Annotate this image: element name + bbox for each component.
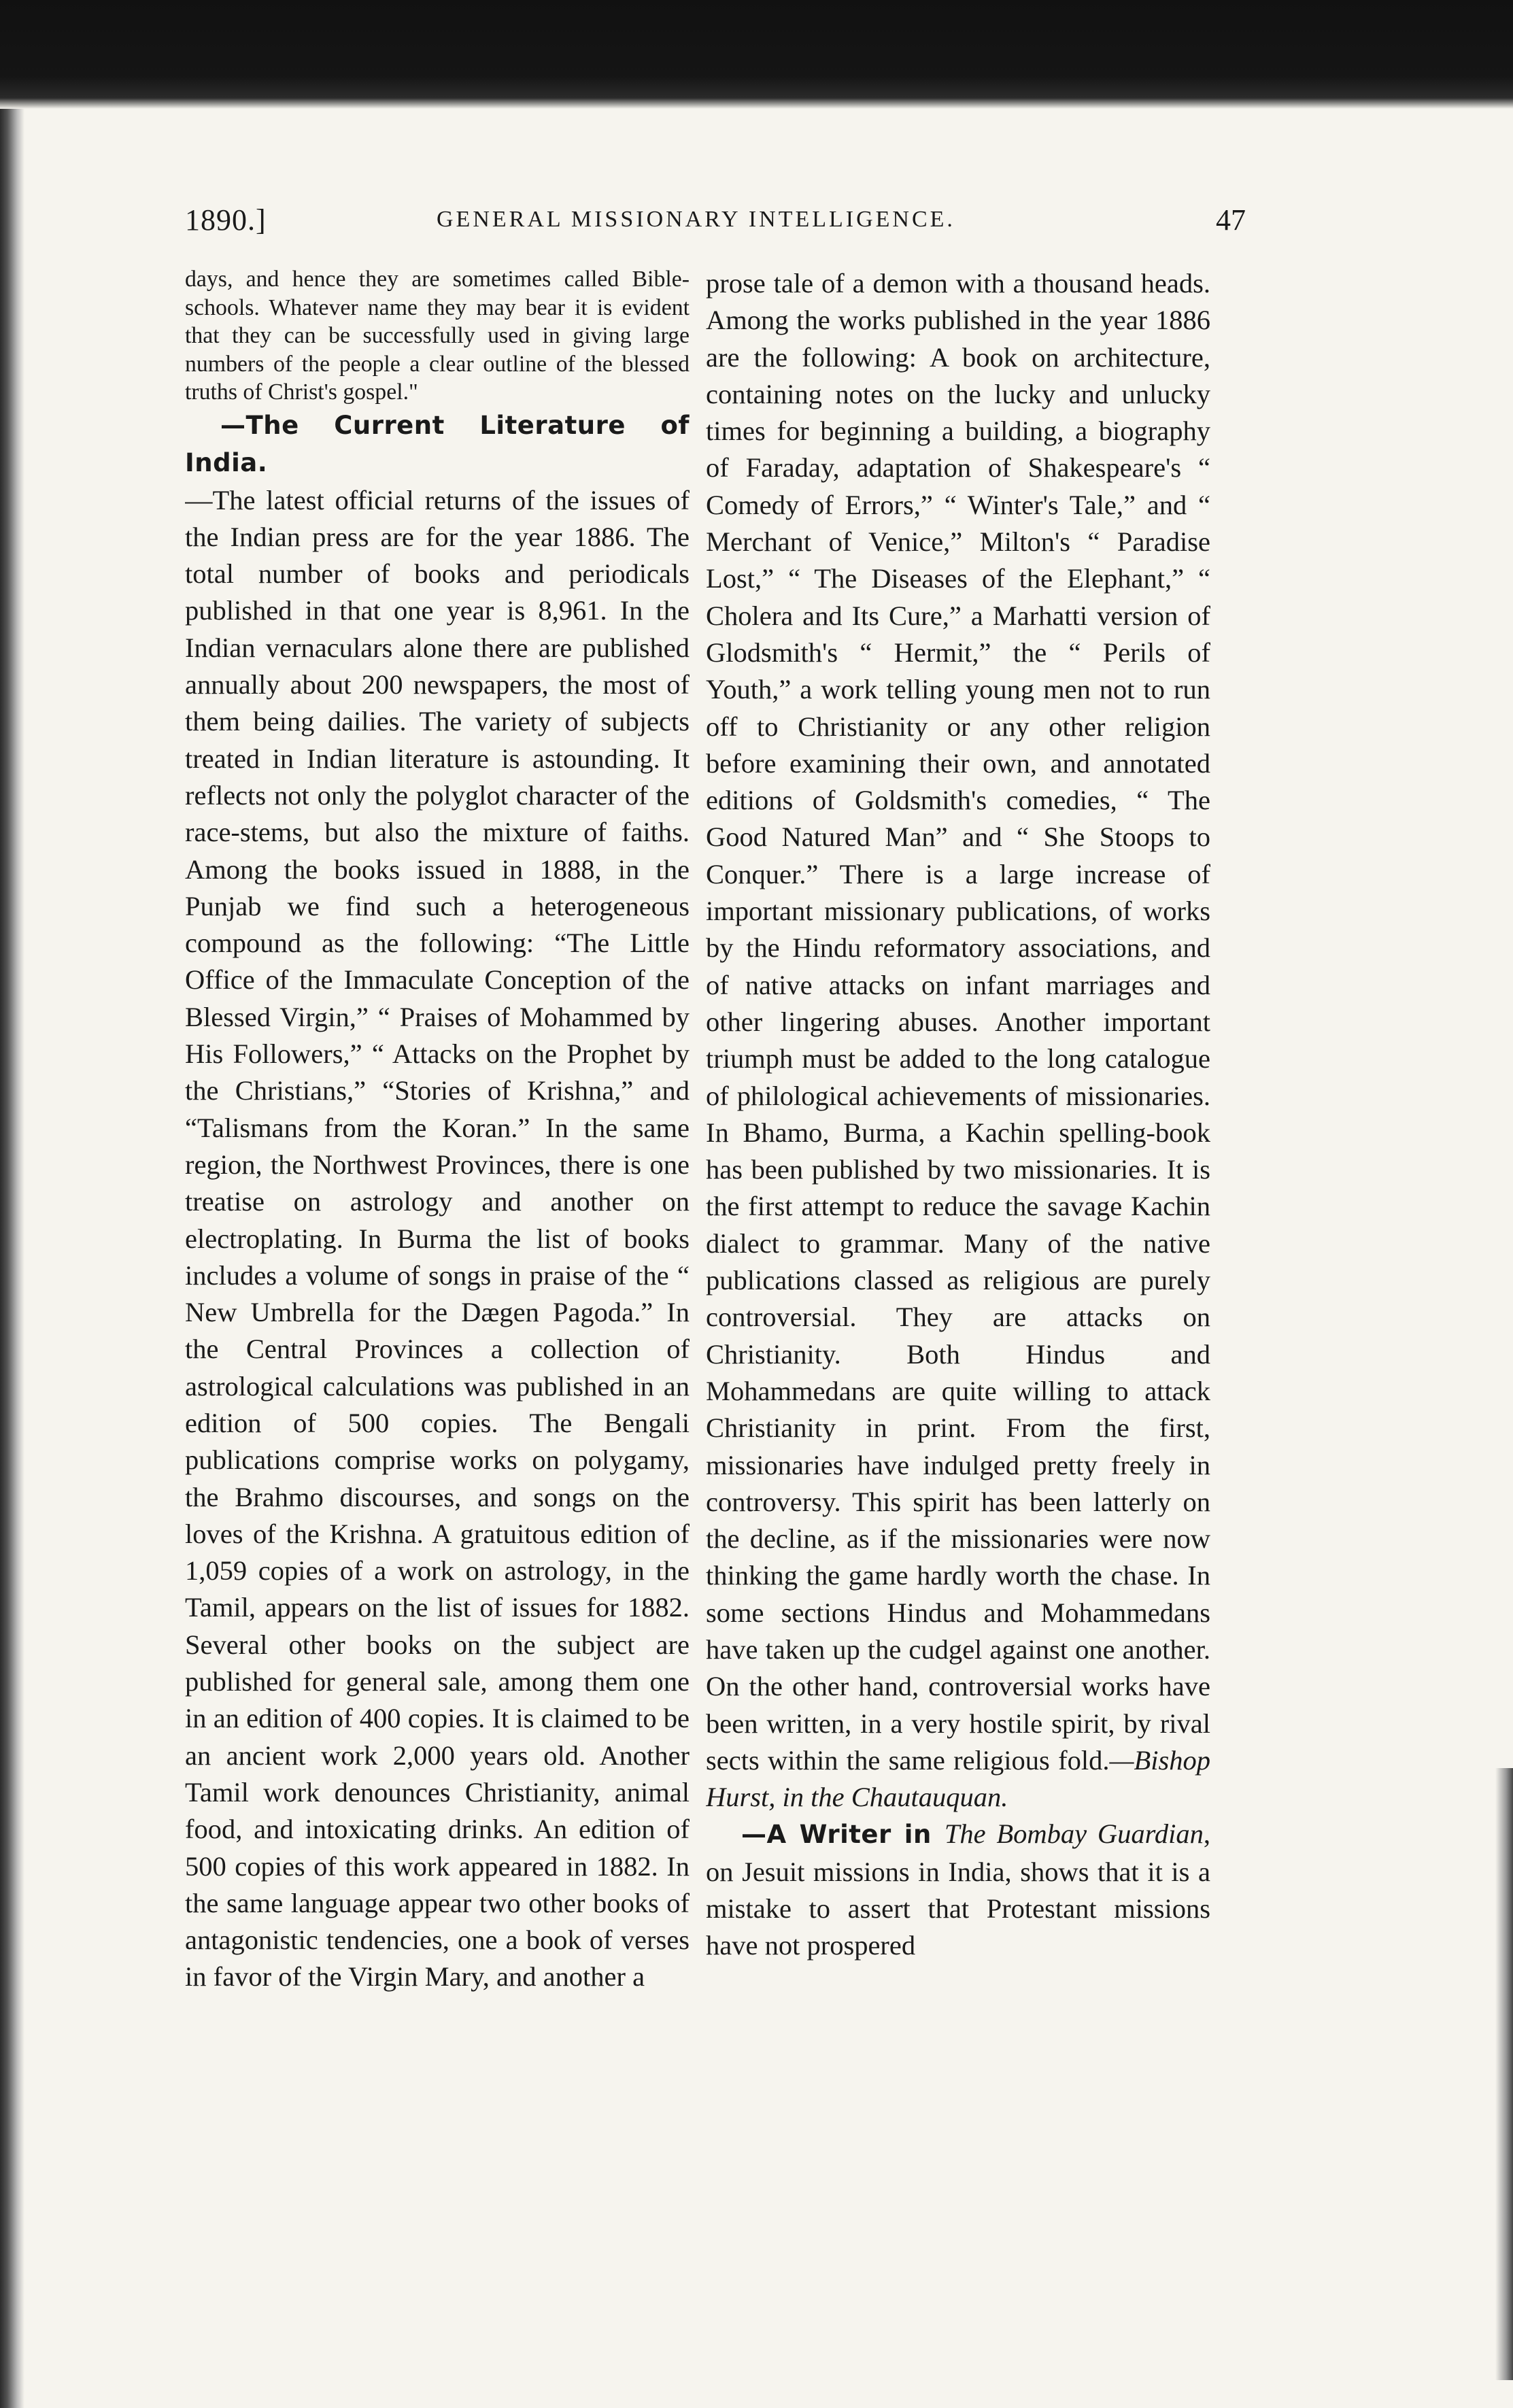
left-column (185, 265, 690, 2380)
running-head (185, 197, 1246, 245)
article-heading: —The Current Literature of India. (185, 410, 690, 478)
continued-paragraph: days, and hence they are sometimes called Bible-schools. Whatever name they may bear it is evident that they can be successfully used in giving large numbers of the people a clear outline of the blessed truths of Christ's gospel." (185, 267, 690, 405)
right-column (706, 265, 1210, 2380)
next-article-publication: The Bombay Guardian (944, 1818, 1204, 1850)
attribution: —Bishop Hurst, in the Chautauquan. (706, 1744, 1210, 1813)
scan-border-right (1495, 1768, 1513, 2380)
page-number: 47 (1216, 203, 1246, 237)
article-body-left: —The latest official returns of the issues of the Indian press are for the year 1886. The total number of books and periodicals published in that one year is 8,961. In the Indian vernaculars alone there are published annually about 200 newspapers, the most of them being dailies. The variety of subjects treated in Indian literature is astounding. It reflects not only the polyglot character of the race-stems, but also the mixture of faiths. Among the books issued in 1888, in the Punjab we find such a heterogeneous compound as the following: “The Little Office of the Immaculate Conception of the Blessed Virgin,” “ Praises of Mohammed by His Followers,” “ Attacks on the Prophet by the Christians,” “Stories of Krishna,” and “Talismans from the Koran.” In the same region, the Northwest Provinces, there is one treatise on astrology and another on electroplating. In Burma the list of books includes a volume of songs in praise of the “ New Umbrella for the Dægen Pagoda.” In the Central Provinces a collection of astrological calculations was published in an edition of 500 copies. The Bengali publications comprise works on polygamy, the Brahmo discourses, and songs on the loves of the Krishna. A gratuitous edition of 1,059 copies of a work on astrology, in the Tamil, appears on the list of issues for 1882. Several other books on the subject are published for general sale, among them one in an edition of 400 copies. It is claimed to be an ancient work 2,000 years old. Another Tamil work denounces Christianity, animal food, and intoxicating drinks. An edition of 500 copies of this work appeared in 1882. In the same language appear two other books of antagonistic tendencies, one a book of verses in favor of the Virgin Mary, and another a (185, 484, 690, 1992)
running-head-title: GENERAL MISSIONARY INTELLIGENCE. (437, 207, 955, 232)
next-article-lead: —A Writer in (741, 1820, 945, 1850)
next-article (706, 1816, 1210, 1964)
scan-border-left (0, 109, 24, 2408)
article-body-right-text: prose tale of a demon with a thousand heads. Among the works published in the year 1886 are the following: A book on architecture, containing notes on the lucky and unlucky times for beginning a building, a biography of Faraday, adaptation of Shakespeare's “ Comedy of Errors,” “ Winter's Tale,” and “ Merchant of Venice,” Milton's “ Paradise Lost,” “ The Diseases of the Elephant,” “ Cholera and Its Cure,” a Marhatti version of Glodsmith's “ Hermit,” the “ Perils of Youth,” a work telling young men not to run off to Christianity or any other religion before examining their own, and annotated editions of Goldsmith's comedies, “ The Good Natured Man” and “ She Stoops to Conquer.” There is a large increase of important missionary publications, of works by the Hindu reformatory associations, and of native attacks on infant marriages and other lingering abuses. Another important triumph must be added to the long catalogue of philological achievements of missionaries. In Bhamo, Burma, a Kachin spelling-book has been published by two missionaries. It is the first attempt to reduce the savage Kachin dialect to grammar. Many of the native publications classed as religious are purely controversial. They are attacks on Christianity. Both Hindus and Mohammedans are quite willing to attack Christianity in print. From the first, missionaries have indulged pretty freely in controversy. This spirit has been latterly on the decline, as if the missionaries were now thinking the game hardly worth the chase. In some sections Hindus and Mohammedans have taken up the cudgel against one another. On the other hand, controversial works have been written, in a very hostile spirit, by rival sects within the same religious fold. (706, 268, 1210, 1776)
article-body-right (706, 265, 1210, 1816)
running-head-year: 1890.] (185, 203, 267, 237)
scan-border-top (0, 0, 1513, 109)
next-article-text: , on Jesuit missions in India, shows that it is a mistake to assert that Protestant missions have not prospered (706, 1818, 1210, 1961)
article-heading-paragraph (185, 407, 690, 482)
